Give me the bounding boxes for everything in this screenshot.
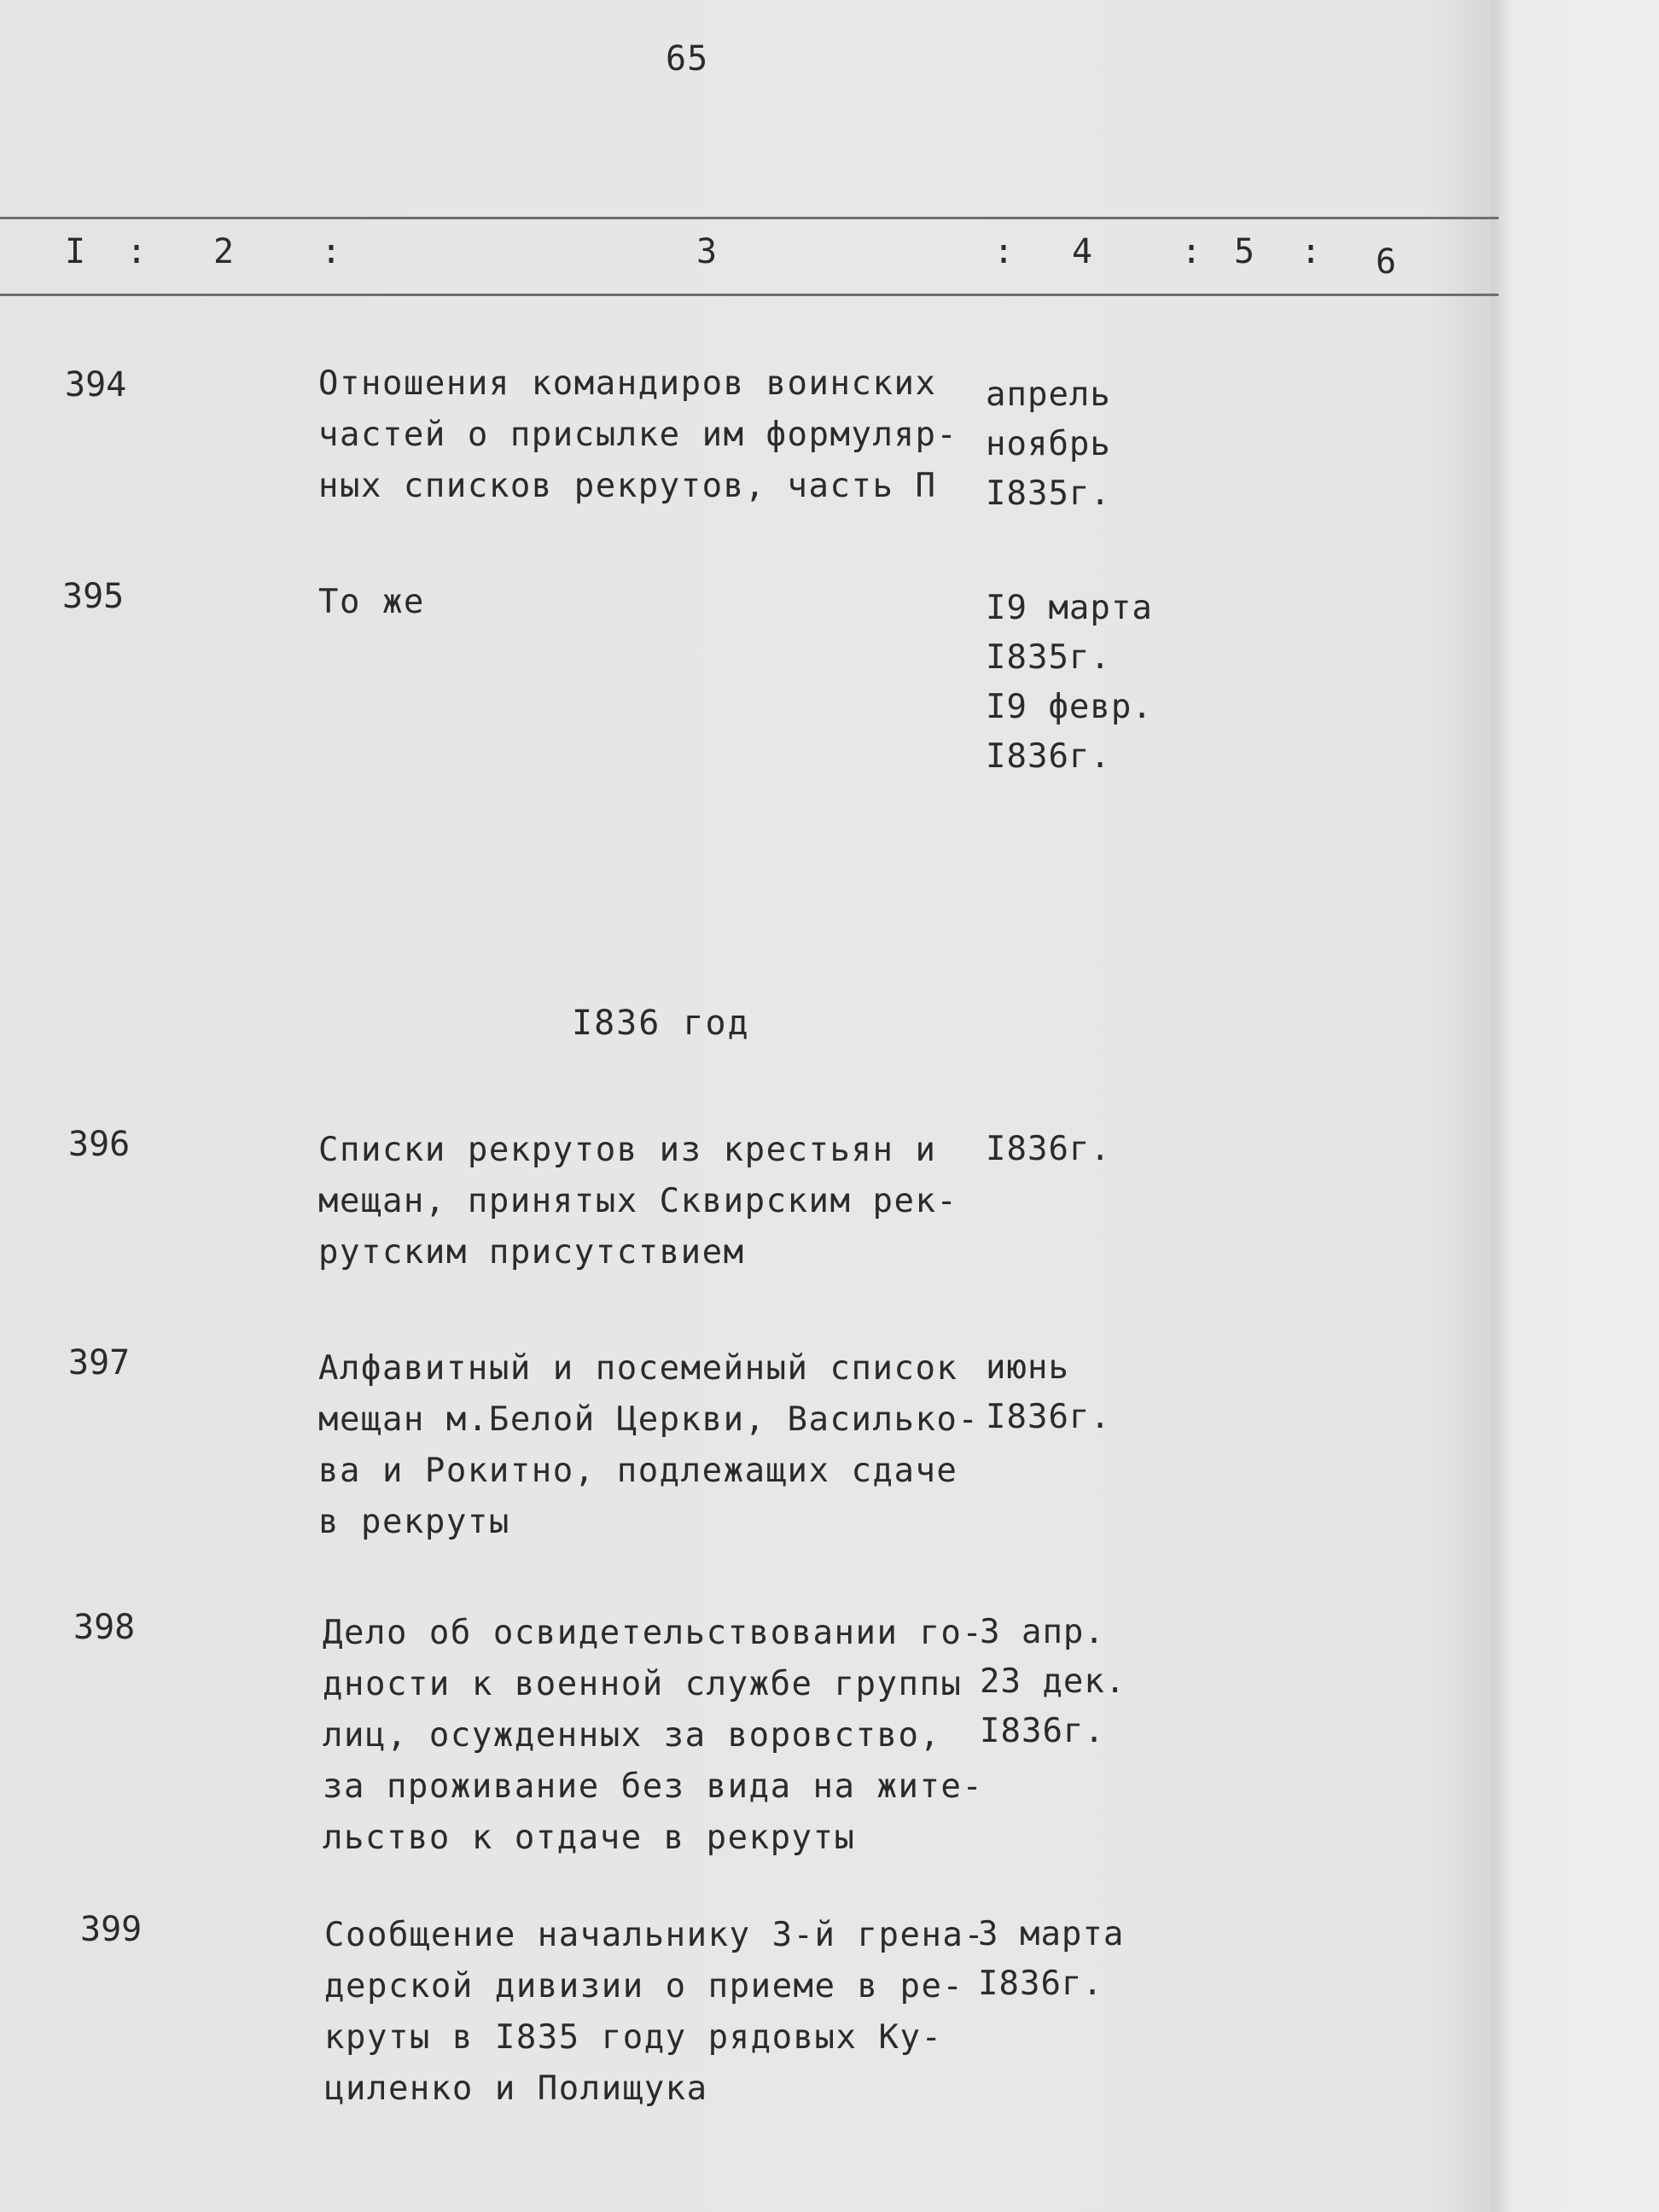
description-line: дности к военной службе группы: [323, 1665, 963, 1703]
description-line: дерской дивизии о приеме в ре-: [324, 1967, 964, 2005]
entry-dates: [978, 1910, 1124, 2009]
date-line: I9 февр.: [986, 688, 1153, 726]
entry-description: [318, 1125, 967, 1278]
table-header-top-rule: [0, 217, 1499, 219]
description-line: циленко и Полищука: [324, 2069, 708, 2108]
column-separator: :: [321, 232, 342, 271]
date-line: I835г.: [986, 474, 1111, 513]
column-header-2: 2: [213, 232, 235, 271]
entry-number: 396: [68, 1125, 131, 1164]
entry-description: [318, 1343, 980, 1548]
column-header-4: 4: [1072, 232, 1093, 271]
column-separator: :: [993, 232, 1015, 271]
date-line: I835г.: [986, 638, 1111, 677]
column-separator: :: [1301, 232, 1322, 271]
date-line: I836г.: [986, 1398, 1111, 1436]
entry-dates: [986, 370, 1111, 519]
column-header-5: 5: [1234, 232, 1255, 271]
description-line: Дело об освидетельствовании го-: [323, 1614, 984, 1652]
entry-description: [323, 1608, 984, 1864]
date-line: 3 апр.: [980, 1613, 1105, 1651]
description-line: льство к отдаче в рекруты: [323, 1819, 856, 1857]
date-line: I836г.: [980, 1712, 1105, 1750]
page-edge-shadow: [1492, 0, 1659, 2212]
description-line: ных списков рекрутов, часть П: [318, 467, 937, 505]
section-heading: I836 год: [572, 1004, 750, 1043]
date-line: апрель: [986, 375, 1111, 414]
entry-dates: [986, 1125, 1111, 1174]
date-line: I9 марта: [986, 589, 1153, 627]
description-line: Списки рекрутов из крестьян и: [318, 1131, 937, 1169]
entry-description: [318, 358, 967, 512]
page-number: 65: [666, 39, 709, 79]
description-line: за проживание без вида на жите-: [323, 1767, 984, 1806]
entry-dates: [986, 584, 1153, 782]
entry-description: [318, 577, 967, 628]
date-line: 3 марта: [978, 1915, 1125, 1953]
entry-number: 394: [65, 365, 127, 405]
table-header-bottom-rule: [0, 294, 1499, 296]
date-line: ноябрь: [986, 425, 1111, 463]
description-line: Отношения командиров воинских: [318, 364, 937, 403]
description-line: Алфавитный и посемейный список: [318, 1349, 958, 1388]
entry-number: 399: [80, 1910, 143, 1949]
column-separator: :: [1181, 232, 1202, 271]
entry-number: 395: [62, 577, 125, 616]
description-line: частей о присылке им формуляр-: [318, 416, 958, 454]
description-line: мещан, принятых Сквирским рек-: [318, 1182, 958, 1220]
description-line: в рекруты: [318, 1503, 510, 1541]
column-header-3: 3: [696, 232, 718, 271]
date-line: I836г.: [986, 737, 1111, 776]
entry-number: 398: [73, 1608, 136, 1647]
column-header-6: 6: [1376, 242, 1397, 282]
description-line: ва и Рокитно, подлежащих сдаче: [318, 1452, 958, 1490]
entry-number: 397: [68, 1343, 131, 1382]
column-header-1: I: [65, 232, 86, 271]
description-line: рутским присутствием: [318, 1233, 745, 1272]
date-line: июнь: [986, 1348, 1069, 1387]
description-line: лиц, осужденных за воровство,: [323, 1716, 941, 1755]
description-line: То же: [318, 583, 425, 621]
entry-dates: [986, 1343, 1111, 1442]
date-line: 23 дек.: [980, 1662, 1126, 1701]
description-line: мещан м.Белой Церкви, Василько-: [318, 1400, 980, 1439]
entry-description: [324, 1910, 986, 2115]
date-line: I836г.: [978, 1965, 1103, 2003]
column-separator: :: [126, 232, 148, 271]
date-line: I836г.: [986, 1130, 1111, 1168]
description-line: Сообщение начальнику 3-й грена-: [324, 1916, 986, 1954]
entry-dates: [980, 1608, 1126, 1756]
description-line: круты в I835 году рядовых Ку-: [324, 2018, 943, 2057]
